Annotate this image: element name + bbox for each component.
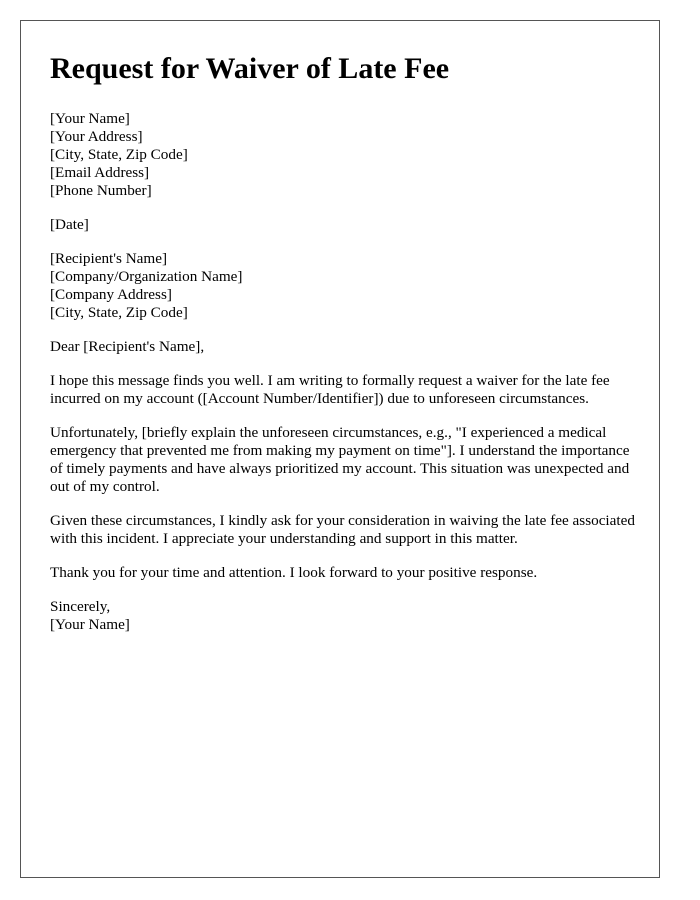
recipient-address-block xyxy=(50,250,640,322)
recipient-city-state-zip: [City, State, Zip Code] xyxy=(50,304,188,321)
date-block xyxy=(50,216,640,234)
body-paragraph-request: Given these circumstances, I kindly ask for your consideration in waiving the late fee associated with this incident. I appreciate your understanding and support in this matter. xyxy=(50,512,635,547)
letter-content xyxy=(50,49,640,650)
letter-date: [Date] xyxy=(50,216,89,233)
letter-title: Request for Waiver of Late Fee xyxy=(50,52,450,85)
letter-page xyxy=(20,20,660,878)
sender-name: [Your Name] xyxy=(50,110,130,127)
recipient-company: [Company/Organization Name] xyxy=(50,268,243,285)
closing-block xyxy=(50,598,640,634)
sender-address-block xyxy=(50,110,640,200)
salutation: Dear [Recipient's Name], xyxy=(50,338,205,355)
sender-address: [Your Address] xyxy=(50,128,143,145)
body-paragraph-thanks: Thank you for your time and attention. I look forward to your positive response. xyxy=(50,564,538,581)
body-paragraph-circumstances: Unfortunately, [briefly explain the unforeseen circumstances, e.g., "I experienced a medical emergency that prevented me from making my payment on time"]. I understand the importance of timely payments and have always prioritized my account. This situation was unexpected and out of my control. xyxy=(50,424,630,495)
recipient-name: [Recipient's Name] xyxy=(50,250,168,267)
closing: Sincerely, xyxy=(50,598,111,615)
sender-phone: [Phone Number] xyxy=(50,182,152,199)
sender-city-state-zip: [City, State, Zip Code] xyxy=(50,146,188,163)
recipient-company-address: [Company Address] xyxy=(50,286,172,303)
sender-email: [Email Address] xyxy=(50,164,150,181)
body-paragraph-intro: I hope this message finds you well. I am writing to formally request a waiver for the late fee incurred on my account ([Account Number/Identifier]) due to unforeseen circumstances. xyxy=(50,372,610,407)
signature-name: [Your Name] xyxy=(50,616,130,633)
